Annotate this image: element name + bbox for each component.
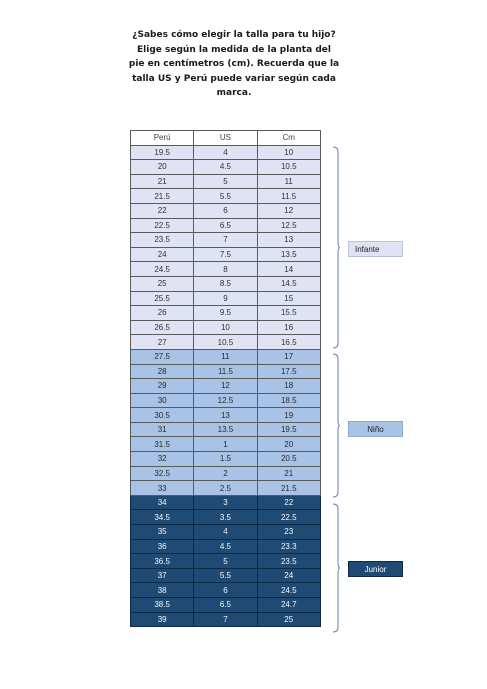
cell-peru: 26.5 [131, 320, 194, 335]
cell-peru: 20 [131, 160, 194, 175]
cell-peru: 25 [131, 276, 194, 291]
table-row [131, 554, 321, 569]
cell-peru: 32 [131, 452, 194, 467]
table-row [131, 291, 321, 306]
table-row [131, 568, 321, 583]
table-row [131, 262, 321, 277]
cell-cm: 19 [257, 408, 320, 423]
cell-us: 6 [194, 583, 257, 598]
cell-us: 13 [194, 408, 257, 423]
cell-us: 10 [194, 320, 257, 335]
table-row [131, 364, 321, 379]
cell-us: 5.5 [194, 568, 257, 583]
cell-peru: 29 [131, 379, 194, 394]
cell-peru: 34 [131, 495, 194, 510]
cell-cm: 11.5 [257, 189, 320, 204]
intro-text: ¿Sabes cómo elegir la talla para tu hijo? Elige según la medida de la planta del pie en centímetros (cm). Recuerda que la talla US y Perú puede variar según cada marca. [128, 30, 340, 99]
cell-cm: 24 [257, 568, 320, 583]
cell-peru: 35 [131, 525, 194, 540]
cell-peru: 36 [131, 539, 194, 554]
cell-cm: 23.3 [257, 539, 320, 554]
cell-cm: 16.5 [257, 335, 320, 350]
cell-peru: 31.5 [131, 437, 194, 452]
size-chart-body [131, 145, 321, 627]
cell-us: 10.5 [194, 335, 257, 350]
cell-us: 9 [194, 291, 257, 306]
table-row [131, 393, 321, 408]
cell-peru: 32.5 [131, 466, 194, 481]
cell-peru: 27.5 [131, 349, 194, 364]
cell-us: 4 [194, 525, 257, 540]
cell-cm: 20 [257, 437, 320, 452]
table-row [131, 525, 321, 540]
cell-cm: 20.5 [257, 452, 320, 467]
cell-us: 9.5 [194, 306, 257, 321]
table-row [131, 174, 321, 189]
cell-us: 12.5 [194, 393, 257, 408]
cell-cm: 18 [257, 379, 320, 394]
cell-cm: 17 [257, 349, 320, 364]
cell-us: 3.5 [194, 510, 257, 525]
cell-cm: 19.5 [257, 422, 320, 437]
header-cm: Cm [257, 131, 320, 146]
cell-us: 3 [194, 495, 257, 510]
table-row [131, 437, 321, 452]
table-row [131, 510, 321, 525]
cell-cm: 25 [257, 612, 320, 627]
table-row [131, 379, 321, 394]
cell-cm: 22.5 [257, 510, 320, 525]
cell-cm: 12.5 [257, 218, 320, 233]
bracket-junior [332, 503, 338, 633]
cell-peru: 38.5 [131, 598, 194, 613]
table-row [131, 481, 321, 496]
cell-us: 1 [194, 437, 257, 452]
table-row [131, 422, 321, 437]
cell-us: 11 [194, 349, 257, 364]
group-label-nino: Niño [348, 421, 403, 437]
table-row [131, 598, 321, 613]
table-row [131, 539, 321, 554]
cell-us: 12 [194, 379, 257, 394]
cell-cm: 17.5 [257, 364, 320, 379]
cell-us: 2 [194, 466, 257, 481]
cell-cm: 15.5 [257, 306, 320, 321]
group-label-infante: Infante [348, 241, 403, 257]
cell-cm: 23.5 [257, 554, 320, 569]
cell-cm: 10.5 [257, 160, 320, 175]
table-row [131, 495, 321, 510]
cell-cm: 16 [257, 320, 320, 335]
cell-us: 6.5 [194, 218, 257, 233]
cell-us: 5 [194, 174, 257, 189]
table-row [131, 233, 321, 248]
table-row [131, 145, 321, 160]
table-row [131, 189, 321, 204]
table-row [131, 247, 321, 262]
cell-peru: 39 [131, 612, 194, 627]
table-row [131, 320, 321, 335]
cell-peru: 30.5 [131, 408, 194, 423]
cell-peru: 30 [131, 393, 194, 408]
cell-peru: 25.5 [131, 291, 194, 306]
cell-cm: 11 [257, 174, 320, 189]
table-row [131, 466, 321, 481]
table-row [131, 612, 321, 627]
cell-us: 1.5 [194, 452, 257, 467]
cell-peru: 23.5 [131, 233, 194, 248]
cell-us: 7 [194, 612, 257, 627]
cell-cm: 14.5 [257, 276, 320, 291]
table-row [131, 276, 321, 291]
cell-peru: 27 [131, 335, 194, 350]
cell-cm: 21.5 [257, 481, 320, 496]
header-us: US [194, 131, 257, 146]
cell-cm: 24.5 [257, 583, 320, 598]
cell-us: 4 [194, 145, 257, 160]
cell-cm: 24.7 [257, 598, 320, 613]
cell-cm: 13 [257, 233, 320, 248]
table-row [131, 335, 321, 350]
table-row [131, 203, 321, 218]
table-row [131, 408, 321, 423]
cell-cm: 22 [257, 495, 320, 510]
cell-us: 11.5 [194, 364, 257, 379]
cell-peru: 31 [131, 422, 194, 437]
cell-us: 7 [194, 233, 257, 248]
cell-cm: 15 [257, 291, 320, 306]
cell-peru: 22.5 [131, 218, 194, 233]
bracket-infante [332, 146, 338, 349]
header-peru: Perú [131, 131, 194, 146]
cell-us: 8.5 [194, 276, 257, 291]
cell-cm: 18.5 [257, 393, 320, 408]
group-label-junior: Junior [348, 561, 403, 577]
cell-cm: 10 [257, 145, 320, 160]
cell-peru: 21.5 [131, 189, 194, 204]
cell-peru: 33 [131, 481, 194, 496]
cell-peru: 36.5 [131, 554, 194, 569]
cell-cm: 23 [257, 525, 320, 540]
cell-us: 5.5 [194, 189, 257, 204]
table-row [131, 160, 321, 175]
cell-cm: 13.5 [257, 247, 320, 262]
table-row [131, 452, 321, 467]
cell-peru: 37 [131, 568, 194, 583]
cell-peru: 19.5 [131, 145, 194, 160]
cell-us: 6 [194, 203, 257, 218]
table-row [131, 306, 321, 321]
cell-us: 13.5 [194, 422, 257, 437]
cell-peru: 38 [131, 583, 194, 598]
cell-peru: 24.5 [131, 262, 194, 277]
table-header-row [131, 131, 321, 146]
table-row [131, 349, 321, 364]
cell-peru: 21 [131, 174, 194, 189]
cell-peru: 26 [131, 306, 194, 321]
bracket-nino [332, 353, 338, 498]
cell-us: 5 [194, 554, 257, 569]
cell-peru: 24 [131, 247, 194, 262]
table-row [131, 218, 321, 233]
cell-cm: 21 [257, 466, 320, 481]
cell-peru: 28 [131, 364, 194, 379]
cell-us: 4.5 [194, 160, 257, 175]
table-row [131, 583, 321, 598]
cell-cm: 12 [257, 203, 320, 218]
cell-peru: 22 [131, 203, 194, 218]
cell-us: 6.5 [194, 598, 257, 613]
size-chart-table [130, 130, 321, 627]
cell-us: 4.5 [194, 539, 257, 554]
cell-us: 2.5 [194, 481, 257, 496]
cell-peru: 34.5 [131, 510, 194, 525]
cell-us: 8 [194, 262, 257, 277]
cell-cm: 14 [257, 262, 320, 277]
cell-us: 7.5 [194, 247, 257, 262]
